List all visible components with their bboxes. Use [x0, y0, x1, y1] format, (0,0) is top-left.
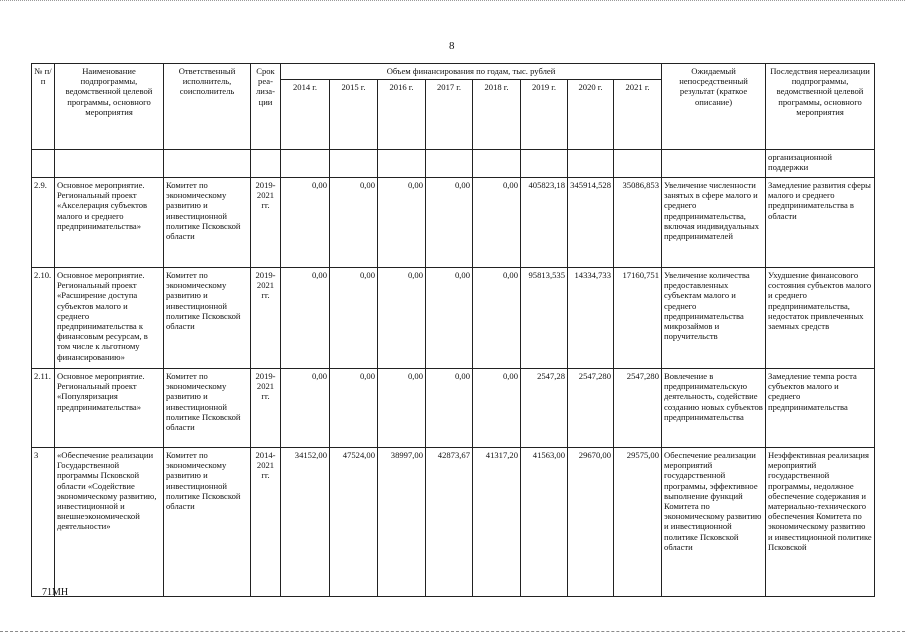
row-value: 0,00	[330, 268, 378, 369]
row-result: Вовлечение в предпринимательскую деятельность, содействие созданию новых субъектов предпринимательства	[662, 369, 766, 448]
header-consequence: Последствия нереализации подпрограммы, ведомственной целевой программы, основного мероприятия	[766, 64, 875, 150]
header-year: 2016 г.	[378, 80, 426, 150]
row-value: 47524,00	[330, 448, 378, 597]
row-responsible: Комитет по экономическому развитию и инвестиционной политике Псковской области	[164, 268, 251, 369]
header-term: Срок реа-лиза-ции	[251, 64, 281, 150]
row-value: 345914,528	[568, 178, 614, 268]
row-value: 0,00	[426, 268, 473, 369]
row-value: 0,00	[281, 178, 330, 268]
row-value: 0,00	[330, 178, 378, 268]
row-num: 2.10.	[32, 268, 55, 369]
header-num: № п/п	[32, 64, 55, 150]
row-value: 0,00	[378, 178, 426, 268]
row-term: 2019-2021 гг.	[251, 268, 281, 369]
table-row	[32, 268, 875, 369]
row-value: 0,00	[378, 369, 426, 448]
row-value: 0,00	[378, 268, 426, 369]
header-responsible: Ответственный исполнитель, соисполнитель	[164, 64, 251, 150]
table-row-continuation	[32, 150, 875, 178]
header-year: 2014 г.	[281, 80, 330, 150]
header-funding: Объем финансирования по годам, тыс. рублей	[281, 64, 662, 80]
header-result: Ожидаемый непосредственный результат (краткое описание)	[662, 64, 766, 150]
row-value: 41317,20	[473, 448, 521, 597]
row-value: 38997,00	[378, 448, 426, 597]
header-year: 2015 г.	[330, 80, 378, 150]
row-value: 0,00	[473, 268, 521, 369]
header-row	[32, 64, 875, 80]
row-value: 41563,00	[521, 448, 568, 597]
row-value: 2547,280	[614, 369, 662, 448]
row-term: 2019-2021 гг.	[251, 178, 281, 268]
row-value: 0,00	[426, 178, 473, 268]
row-value: 0,00	[473, 369, 521, 448]
row-result: Обеспечение реализации мероприятий государственной программы, эффективное выполнение функций Комитета по экономическому развитию и инвестиционной политике Псковской области	[662, 448, 766, 597]
row-value: 0,00	[281, 268, 330, 369]
page-number: 8	[449, 40, 455, 52]
header-year: 2017 г.	[426, 80, 473, 150]
row-value: 29670,00	[568, 448, 614, 597]
row-responsible: Комитет по экономическому развитию и инвестиционной политике Псковской области	[164, 448, 251, 597]
row-value: 0,00	[281, 369, 330, 448]
header-name: Наименование подпрограммы, ведомственной целевой программы, основного мероприятия	[55, 64, 164, 150]
row-consequence: Замедление развития сферы малого и среднего предпринимательства в области	[766, 178, 875, 268]
row-value: 17160,751	[614, 268, 662, 369]
row-value: 2547,280	[568, 369, 614, 448]
row-responsible: Комитет по экономическому развитию и инвестиционной политике Псковской области	[164, 178, 251, 268]
row-responsible: Комитет по экономическому развитию и инвестиционной политике Псковской области	[164, 369, 251, 448]
row-value: 42873,67	[426, 448, 473, 597]
row-name: Основное мероприятие. Региональный проект «Акселерация субъектов малого и среднего предпринимательства»	[55, 178, 164, 268]
row-name: Основное мероприятие. Региональный проект «Популяризация предпринимательства»	[55, 369, 164, 448]
row-result: Увеличение количества предоставленных субъектам малого и среднего предпринимательства микрозаймов и поручительств	[662, 268, 766, 369]
row-value: 0,00	[330, 369, 378, 448]
row-value: 405823,18	[521, 178, 568, 268]
row-value: 34152,00	[281, 448, 330, 597]
scan-bottom-edge	[0, 631, 905, 633]
row-value: 29575,00	[614, 448, 662, 597]
row-value: 35086,853	[614, 178, 662, 268]
row-num: 2.11.	[32, 369, 55, 448]
funding-table	[31, 63, 875, 597]
row-term: 2014-2021 гг.	[251, 448, 281, 597]
row-num: 2.9.	[32, 178, 55, 268]
row-value: 0,00	[426, 369, 473, 448]
row-consequence: Замедление темпа роста субъектов малого и среднего предпринимательства	[766, 369, 875, 448]
row-name: «Обеспечение реализации Государственной программы Псковской области «Содействие экономическому развитию, инвестиционной и внешнеэкономической деятельности»	[55, 448, 164, 597]
row-value: 2547,28	[521, 369, 568, 448]
row-value: 14334,733	[568, 268, 614, 369]
row-name: Основное мероприятие. Региональный проект «Расширение доступа субъектов малого и среднего предпринимательства к финансовым ресурсам, в том числе к льготному финансированию»	[55, 268, 164, 369]
header-year: 2019 г.	[521, 80, 568, 150]
row-term: 2019-2021 гг.	[251, 369, 281, 448]
row-consequence: Ухудшение финансового состояния субъектов малого и среднего предпринимательства, недостаток привлеченных заемных средств	[766, 268, 875, 369]
row-consequence: Неэффективная реализация мероприятий государственной программы, недолжное обеспечение содержания и материально-технического обеспечения Комитета по экономическому развитию и инвестиционной политике Псковской	[766, 448, 875, 597]
row-value: 95813,535	[521, 268, 568, 369]
header-year: 2021 г.	[614, 80, 662, 150]
row-result: Увеличение численности занятых в сфере малого и среднего предпринимательства, включая индивидуальных предпринимателей	[662, 178, 766, 268]
footer-code: 71МН	[42, 587, 69, 598]
row-value: 0,00	[473, 178, 521, 268]
continuation-text: организационной поддержки	[766, 150, 875, 178]
header-year: 2018 г.	[473, 80, 521, 150]
scan-top-edge	[0, 0, 905, 2]
header-year: 2020 г.	[568, 80, 614, 150]
table-row	[32, 448, 875, 597]
row-num: 3	[32, 448, 55, 597]
table-row	[32, 178, 875, 268]
table-row	[32, 369, 875, 448]
